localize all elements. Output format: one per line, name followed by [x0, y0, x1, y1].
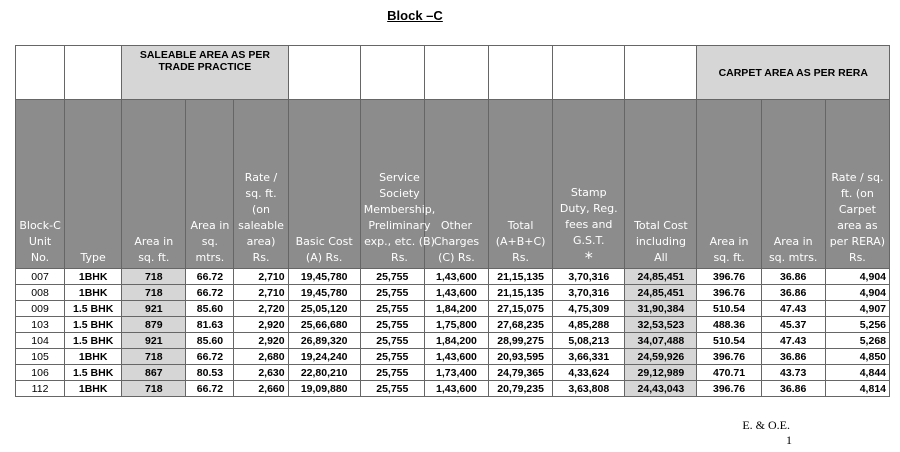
- cell-other-charges: 1,73,400: [424, 365, 488, 381]
- cell-carpet-rate: 4,904: [825, 285, 889, 301]
- cell-area-sqft: 867: [122, 365, 186, 381]
- cell-unit-no: 103: [16, 317, 65, 333]
- cell-carpet-sqft: 396.76: [697, 381, 761, 397]
- column-header-row: [16, 100, 890, 269]
- cell-basic-cost: 22,80,210: [288, 365, 360, 381]
- header-area-sqm: Area in sq. mtrs.: [186, 100, 234, 269]
- saleable-area-group-header: SALEABLE AREA AS PER TRADE PRACTICE: [122, 46, 288, 100]
- cell-basic-cost: 19,45,780: [288, 269, 360, 285]
- cell-unit-no: 009: [16, 301, 65, 317]
- cell-total: 20,79,235: [489, 381, 553, 397]
- cell-carpet-rate: 5,268: [825, 333, 889, 349]
- cell-area-sqft: 921: [122, 301, 186, 317]
- cell-unit-no: 112: [16, 381, 65, 397]
- cell-area-sqft: 921: [122, 333, 186, 349]
- cell-rate: 2,720: [234, 301, 288, 317]
- group-cell-empty: [625, 46, 697, 100]
- cell-area-sqm: 85.60: [186, 301, 234, 317]
- cell-rate: 2,630: [234, 365, 288, 381]
- group-cell-empty: [288, 46, 360, 100]
- header-rate: Rate / sq. ft. (on saleable area) Rs.: [234, 100, 288, 269]
- cell-stamp-duty: 3,70,316: [553, 269, 625, 285]
- cell-area-sqm: 80.53: [186, 365, 234, 381]
- cell-total: 21,15,135: [489, 285, 553, 301]
- cell-area-sqm: 81.63: [186, 317, 234, 333]
- header-unit-no: Block-C Unit No.: [16, 100, 65, 269]
- cell-area-sqm: 66.72: [186, 381, 234, 397]
- cell-service-charges: 25,755: [360, 317, 424, 333]
- cell-rate: 2,710: [234, 269, 288, 285]
- cell-service-charges: 25,755: [360, 285, 424, 301]
- cell-basic-cost: 19,45,780: [288, 285, 360, 301]
- group-header-row: [16, 46, 890, 100]
- cell-type: 1.5 BHK: [65, 301, 122, 317]
- cell-total-cost-all: 31,90,384: [625, 301, 697, 317]
- cell-basic-cost: 19,09,880: [288, 381, 360, 397]
- cell-type: 1.5 BHK: [65, 365, 122, 381]
- table-row: [16, 381, 890, 397]
- cell-carpet-sqm: 45.37: [761, 317, 825, 333]
- page-title: Block –C: [387, 8, 443, 23]
- cell-basic-cost: 25,05,120: [288, 301, 360, 317]
- cell-carpet-sqft: 510.54: [697, 301, 761, 317]
- cell-other-charges: 1,43,600: [424, 349, 488, 365]
- cell-stamp-duty: 4,75,309: [553, 301, 625, 317]
- cell-service-charges: 25,755: [360, 333, 424, 349]
- cell-service-charges: 25,755: [360, 381, 424, 397]
- cell-carpet-sqft: 396.76: [697, 285, 761, 301]
- cell-carpet-sqft: 396.76: [697, 349, 761, 365]
- cell-total: 24,79,365: [489, 365, 553, 381]
- table-body: [16, 46, 890, 397]
- cell-total-cost-all: 24,85,451: [625, 269, 697, 285]
- group-cell-empty: [424, 46, 488, 100]
- cell-rate: 2,710: [234, 285, 288, 301]
- cell-rate: 2,680: [234, 349, 288, 365]
- cell-stamp-duty: 3,66,331: [553, 349, 625, 365]
- cell-area-sqft: 718: [122, 349, 186, 365]
- cell-carpet-sqm: 47.43: [761, 333, 825, 349]
- cell-carpet-rate: 5,256: [825, 317, 889, 333]
- cell-service-charges: 25,755: [360, 365, 424, 381]
- cell-unit-no: 008: [16, 285, 65, 301]
- cell-carpet-sqm: 47.43: [761, 301, 825, 317]
- cell-unit-no: 106: [16, 365, 65, 381]
- cell-area-sqft: 879: [122, 317, 186, 333]
- header-carpet-sqm: Area in sq. mtrs.: [761, 100, 825, 269]
- header-total-cost-all: Total Cost including All: [625, 100, 697, 269]
- cell-stamp-duty: 3,70,316: [553, 285, 625, 301]
- cell-stamp-duty: 4,33,624: [553, 365, 625, 381]
- cell-type: 1.5 BHK: [65, 317, 122, 333]
- cell-other-charges: 1,75,800: [424, 317, 488, 333]
- header-carpet-sqft: Area in sq. ft.: [697, 100, 761, 269]
- cell-carpet-rate: 4,907: [825, 301, 889, 317]
- cell-area-sqft: 718: [122, 381, 186, 397]
- cell-unit-no: 007: [16, 269, 65, 285]
- cell-total-cost-all: 32,53,523: [625, 317, 697, 333]
- cell-total-cost-all: 29,12,989: [625, 365, 697, 381]
- cell-other-charges: 1,43,600: [424, 381, 488, 397]
- cell-service-charges: 25,755: [360, 301, 424, 317]
- cell-other-charges: 1,84,200: [424, 333, 488, 349]
- cell-carpet-sqft: 396.76: [697, 269, 761, 285]
- header-service-charges: Service Society Membership, Preliminary exp., etc. (B) Rs.: [360, 100, 424, 269]
- cell-stamp-duty: 5,08,213: [553, 333, 625, 349]
- header-total: Total (A+B+C) Rs.: [489, 100, 553, 269]
- header-carpet-rate: Rate / sq. ft. (on Carpet area as per RERA) Rs.: [825, 100, 889, 269]
- cell-stamp-duty: 4,85,288: [553, 317, 625, 333]
- group-cell-empty: [553, 46, 625, 100]
- cell-type: 1BHK: [65, 349, 122, 365]
- cell-carpet-sqm: 36.86: [761, 285, 825, 301]
- header-other-charges: Other Charges (C) Rs.: [424, 100, 488, 269]
- cell-total-cost-all: 24,59,926: [625, 349, 697, 365]
- header-type: Type: [65, 100, 122, 269]
- page-number: 1: [786, 433, 792, 447]
- table-row: [16, 333, 890, 349]
- cell-total: 20,93,595: [489, 349, 553, 365]
- group-cell-empty: [16, 46, 65, 100]
- eoe-note: E. & O.E.: [742, 418, 790, 432]
- cell-rate: 2,660: [234, 381, 288, 397]
- cell-total: 27,15,075: [489, 301, 553, 317]
- cell-type: 1BHK: [65, 269, 122, 285]
- cell-basic-cost: 26,89,320: [288, 333, 360, 349]
- price-table: [15, 45, 890, 397]
- group-cell-empty: [360, 46, 424, 100]
- group-cell-empty: [65, 46, 122, 100]
- cell-unit-no: 105: [16, 349, 65, 365]
- cell-other-charges: 1,43,600: [424, 269, 488, 285]
- cell-carpet-sqm: 36.86: [761, 381, 825, 397]
- cell-other-charges: 1,84,200: [424, 301, 488, 317]
- cell-unit-no: 104: [16, 333, 65, 349]
- cell-service-charges: 25,755: [360, 349, 424, 365]
- cell-area-sqft: 718: [122, 285, 186, 301]
- cell-total: 21,15,135: [489, 269, 553, 285]
- cell-carpet-sqm: 43.73: [761, 365, 825, 381]
- cell-carpet-rate: 4,904: [825, 269, 889, 285]
- cell-carpet-sqm: 36.86: [761, 269, 825, 285]
- cell-carpet-sqft: 470.71: [697, 365, 761, 381]
- cell-carpet-sqft: 488.36: [697, 317, 761, 333]
- table-row: [16, 349, 890, 365]
- cell-carpet-rate: 4,844: [825, 365, 889, 381]
- cell-carpet-rate: 4,850: [825, 349, 889, 365]
- cell-area-sqm: 66.72: [186, 269, 234, 285]
- cell-total: 27,68,235: [489, 317, 553, 333]
- table-row: [16, 301, 890, 317]
- cell-rate: 2,920: [234, 333, 288, 349]
- cell-service-charges: 25,755: [360, 269, 424, 285]
- table-row: [16, 365, 890, 381]
- asterisk-mark: *: [584, 248, 593, 267]
- cell-type: 1.5 BHK: [65, 333, 122, 349]
- cell-total-cost-all: 24,85,451: [625, 285, 697, 301]
- header-area-sqft: Area in sq. ft.: [122, 100, 186, 269]
- header-basic-cost: Basic Cost (A) Rs.: [288, 100, 360, 269]
- cell-carpet-sqft: 510.54: [697, 333, 761, 349]
- cell-area-sqm: 85.60: [186, 333, 234, 349]
- cell-area-sqft: 718: [122, 269, 186, 285]
- cell-carpet-sqm: 36.86: [761, 349, 825, 365]
- cell-area-sqm: 66.72: [186, 349, 234, 365]
- header-stamp-duty: Stamp Duty, Reg. fees and G.S.T. *: [553, 100, 625, 269]
- group-cell-empty: [489, 46, 553, 100]
- cell-rate: 2,920: [234, 317, 288, 333]
- cell-type: 1BHK: [65, 381, 122, 397]
- cell-area-sqm: 66.72: [186, 285, 234, 301]
- carpet-area-group-header: CARPET AREA AS PER RERA: [697, 46, 890, 100]
- table-row: [16, 317, 890, 333]
- table-row: [16, 285, 890, 301]
- cell-basic-cost: 19,24,240: [288, 349, 360, 365]
- cell-total-cost-all: 34,07,488: [625, 333, 697, 349]
- cell-type: 1BHK: [65, 285, 122, 301]
- cell-total: 28,99,275: [489, 333, 553, 349]
- cell-total-cost-all: 24,43,043: [625, 381, 697, 397]
- cell-stamp-duty: 3,63,808: [553, 381, 625, 397]
- cell-other-charges: 1,43,600: [424, 285, 488, 301]
- cell-carpet-rate: 4,814: [825, 381, 889, 397]
- cell-basic-cost: 25,66,680: [288, 317, 360, 333]
- table-row: [16, 269, 890, 285]
